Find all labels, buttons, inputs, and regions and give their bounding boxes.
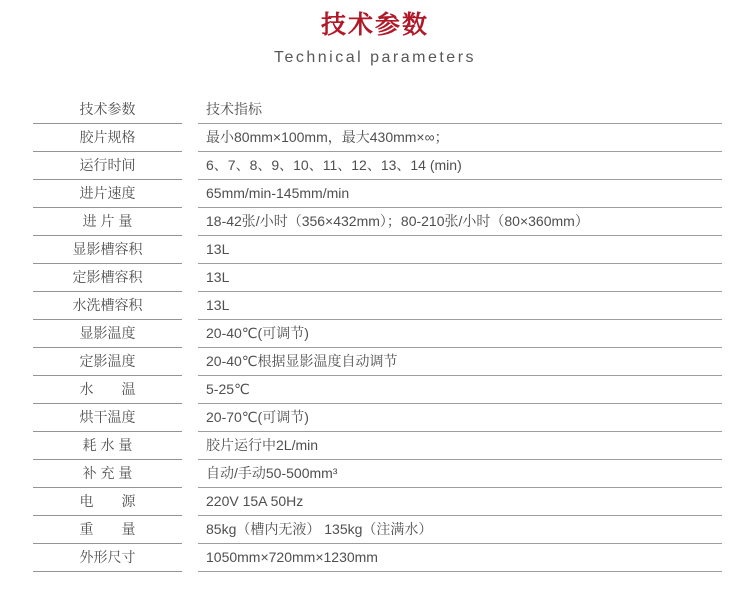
table-row	[33, 236, 722, 264]
column-gap	[182, 404, 198, 432]
table-row	[33, 152, 722, 180]
table-row	[33, 544, 722, 572]
table-header-row	[33, 96, 722, 124]
row-parameter-label: 电 源	[33, 488, 182, 516]
row-parameter-label: 耗 水 量	[33, 432, 182, 460]
row-indicator-value: 220V 15A 50Hz	[198, 488, 722, 516]
row-parameter-label: 重 量	[33, 516, 182, 544]
row-parameter-label: 胶片规格	[33, 124, 182, 152]
column-gap	[182, 320, 198, 348]
row-indicator-value: 20-40℃(可调节)	[198, 320, 722, 348]
row-indicator-value: 20-70℃(可调节)	[198, 404, 722, 432]
table-row	[33, 264, 722, 292]
row-indicator-value: 6、7、8、9、10、11、12、13、14 (min)	[198, 152, 722, 180]
table-row	[33, 124, 722, 152]
column-gap	[182, 376, 198, 404]
row-indicator-value: 65mm/min-145mm/min	[198, 180, 722, 208]
row-parameter-label: 补 充 量	[33, 460, 182, 488]
row-parameter-label: 运行时间	[33, 152, 182, 180]
row-parameter-label: 显影温度	[33, 320, 182, 348]
column-gap	[182, 124, 198, 152]
table-row	[33, 432, 722, 460]
table-row	[33, 488, 722, 516]
row-parameter-label: 进 片 量	[33, 208, 182, 236]
parameters-table	[33, 96, 722, 572]
row-parameter-label: 定影槽容积	[33, 264, 182, 292]
page-title: 技术参数	[320, 11, 429, 39]
table-row	[33, 180, 722, 208]
row-indicator-value: 13L	[198, 264, 722, 292]
column-gap	[182, 516, 198, 544]
table-row	[33, 348, 722, 376]
row-parameter-label: 烘干温度	[33, 404, 182, 432]
row-indicator-value: 最小80mm×100mm，最大430mm×∞；	[198, 124, 722, 152]
column-gap	[182, 488, 198, 516]
table-row	[33, 460, 722, 488]
table-body	[33, 124, 722, 572]
row-indicator-value: 20-40℃根据显影温度自动调节	[198, 348, 722, 376]
column-gap	[182, 180, 198, 208]
row-parameter-label: 外形尺寸	[33, 544, 182, 572]
column-gap	[182, 292, 198, 320]
page-subtitle: Technical parameters	[273, 49, 477, 66]
column-gap	[182, 152, 198, 180]
row-parameter-label: 水洗槽容积	[33, 292, 182, 320]
column-gap	[182, 96, 198, 124]
row-indicator-value: 13L	[198, 292, 722, 320]
table-row	[33, 404, 722, 432]
column-gap	[182, 544, 198, 572]
column-gap	[182, 348, 198, 376]
column-gap	[182, 208, 198, 236]
row-indicator-value: 85kg（槽内无液） 135kg（注满水）	[198, 516, 722, 544]
column-gap	[182, 432, 198, 460]
row-indicator-value: 1050mm×720mm×1230mm	[198, 544, 722, 572]
table-row	[33, 208, 722, 236]
column-gap	[182, 264, 198, 292]
row-parameter-label: 水 温	[33, 376, 182, 404]
row-indicator-value: 胶片运行中2L/min	[198, 432, 722, 460]
row-indicator-value: 5-25℃	[198, 376, 722, 404]
column-header-indicator: 技术指标	[198, 96, 722, 124]
table-row	[33, 320, 722, 348]
table-row	[33, 292, 722, 320]
row-parameter-label: 显影槽容积	[33, 236, 182, 264]
row-parameter-label: 进片速度	[33, 180, 182, 208]
row-indicator-value: 13L	[198, 236, 722, 264]
column-gap	[182, 460, 198, 488]
row-parameter-label: 定影温度	[33, 348, 182, 376]
column-header-parameter: 技术参数	[33, 96, 182, 124]
table-row	[33, 376, 722, 404]
row-indicator-value: 18-42张/小时（356×432mm）；80-210张/小时（80×360mm）	[198, 208, 722, 236]
row-indicator-value: 自动/手动50-500mm³	[198, 460, 722, 488]
column-gap	[182, 236, 198, 264]
table-row	[33, 516, 722, 544]
